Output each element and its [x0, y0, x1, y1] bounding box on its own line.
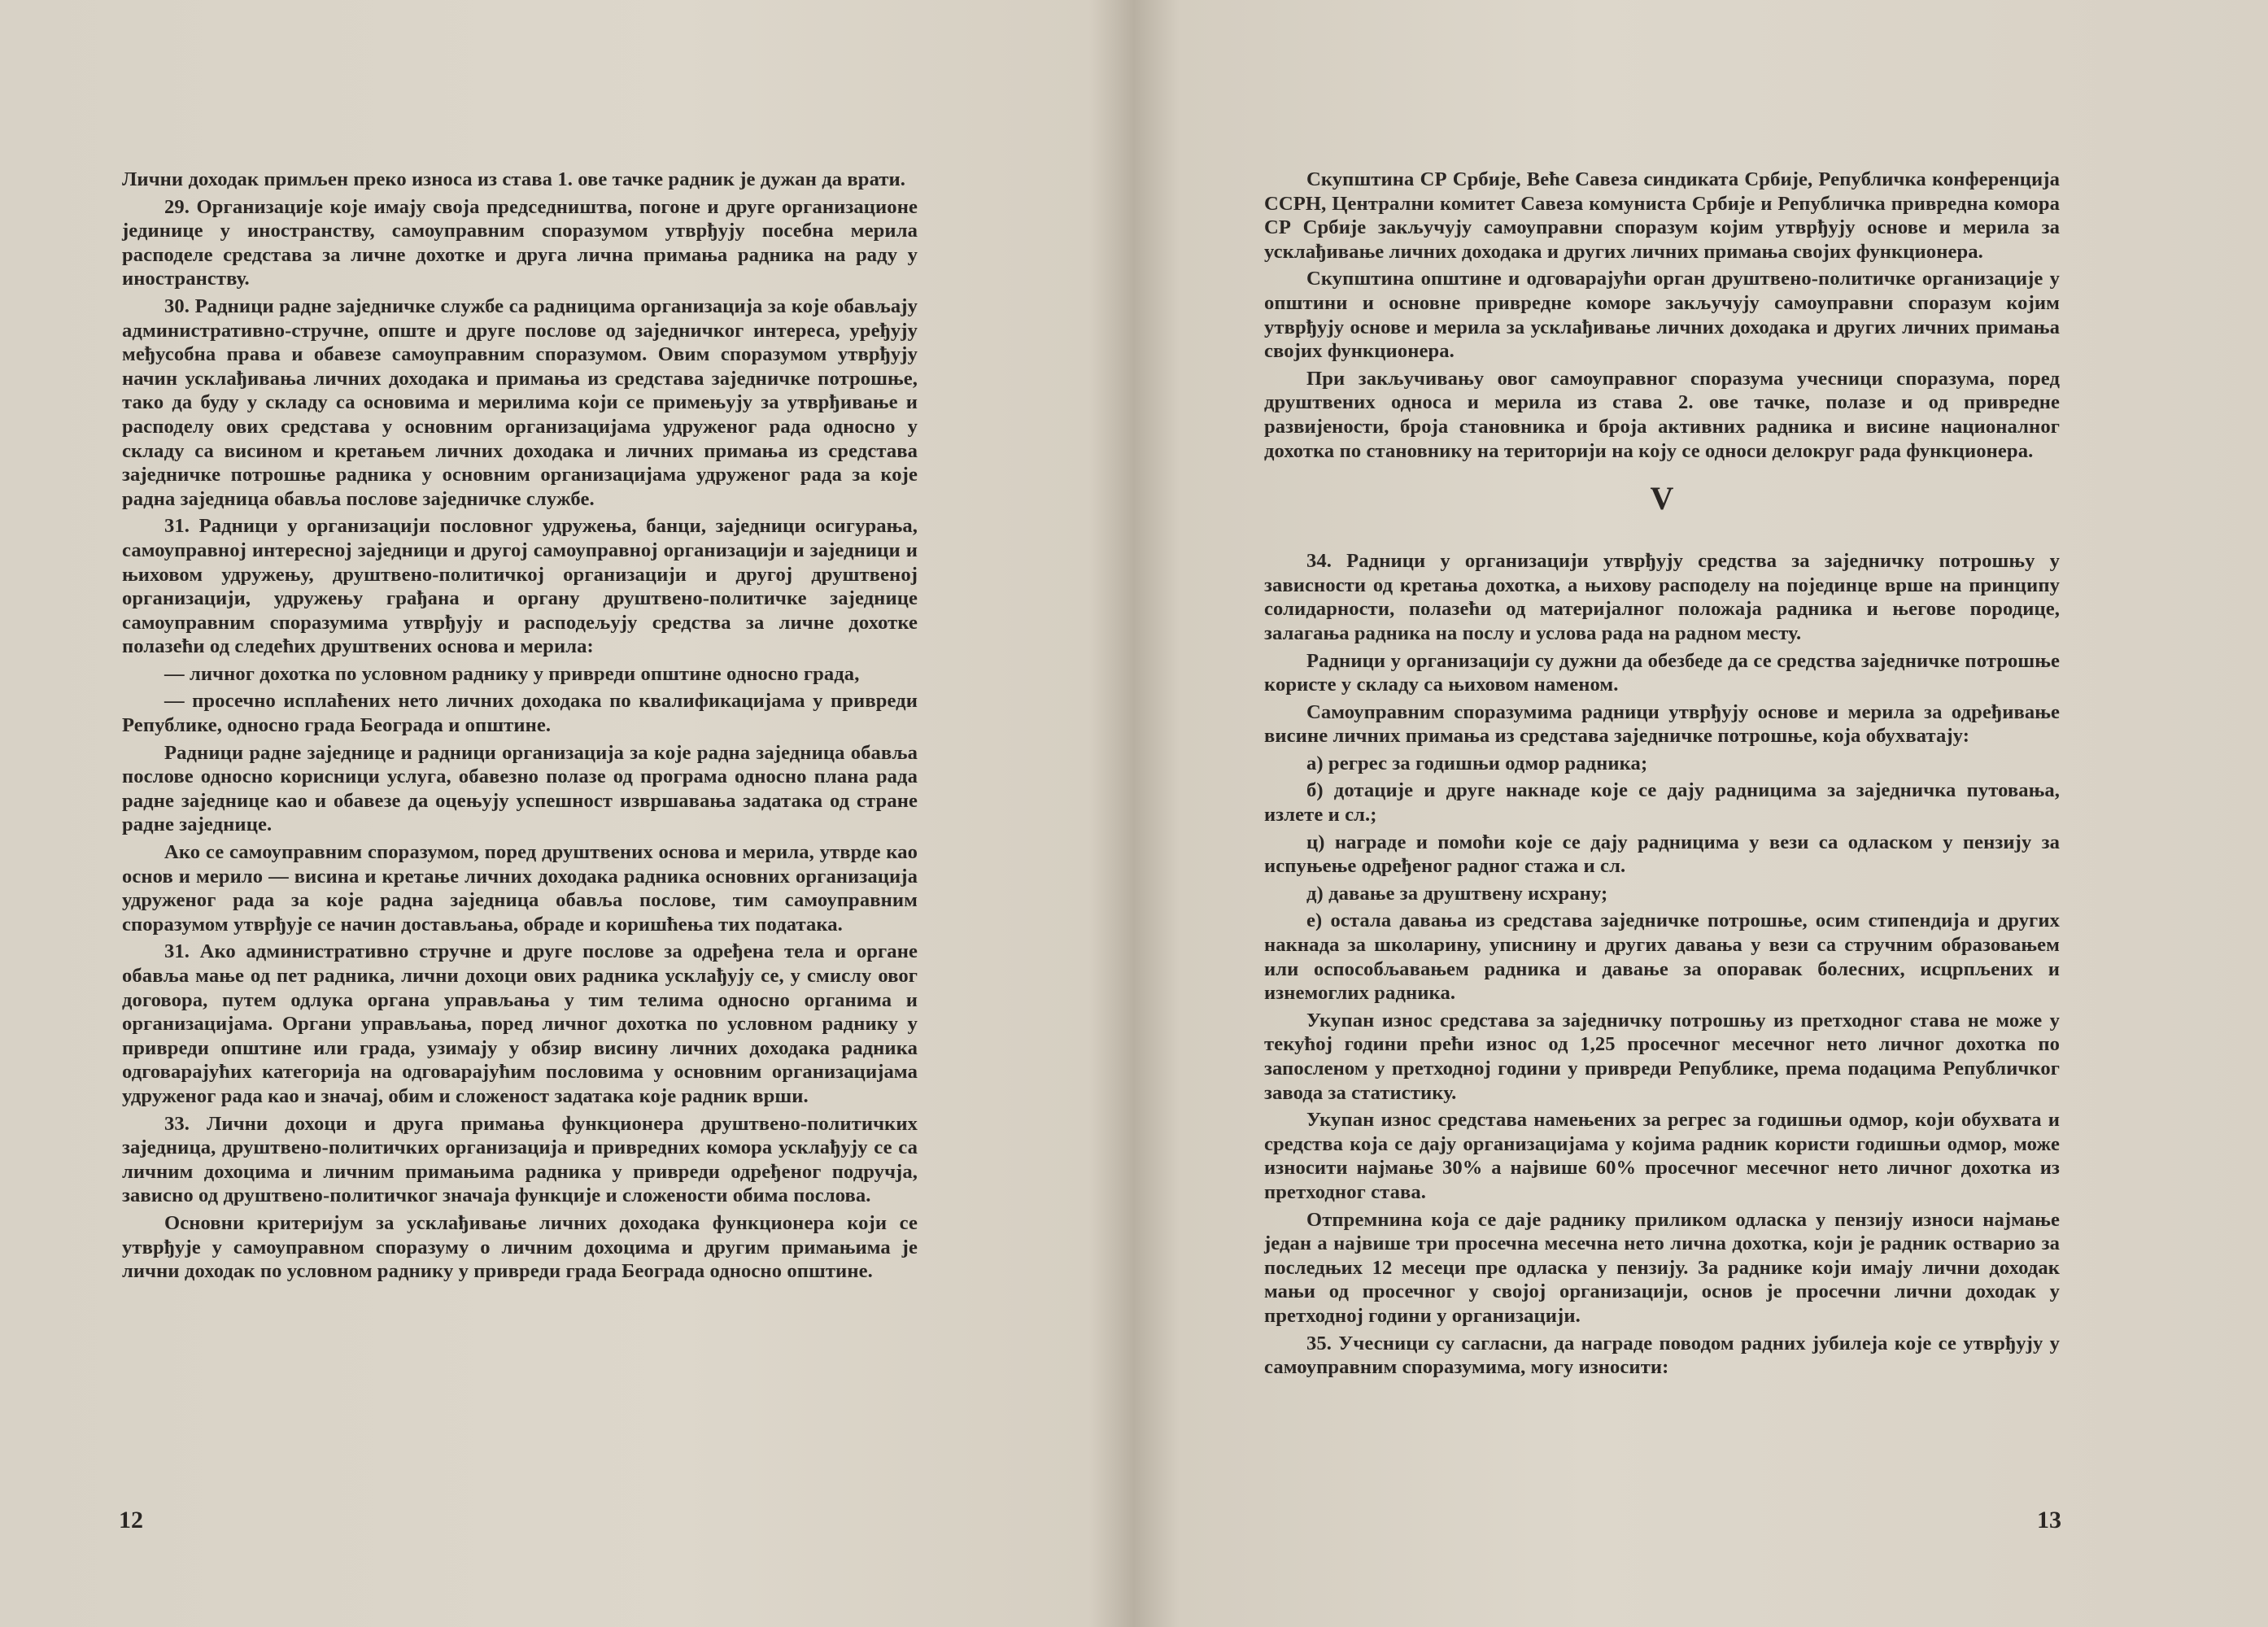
paragraph: Лични доходак примљен преко износа из става 1. ове тачке радник је дужан да врати.	[122, 168, 906, 190]
paragraph: Скупштина општине и одговарајући орган друштвено-политичке организације у општини и основне привредне коморе закључују самоуправни споразум којим утврђују основе и мерила за усклађивање личних доходака и других личних примања својих функционера.	[1264, 268, 2060, 363]
paragraph: Укупан износ средстава за заједничку потрошњу из претходног става не може у текућој години прећи износ од 1,25 просечног месечног нето личног дохотка по запосленом у претходној години у привреди Републике, према подацима Републичког завода за статистику.	[1264, 1009, 2060, 1104]
list-item: а) регрес за годишњи одмор радника;	[1306, 752, 1648, 774]
paragraph: 31. Радници у организацији пословног удружења, банци, заједници осигурања, самоуправној интересној заједници и другој самоуправној организацији и заједници и њиховом удружењу, друштвено-политичкој организацији и другој друштвеној организацији, удружењу грађана и органу друштвено-политичке заједнице самоуправним споразумима утврђују и расподељују средства за личне дохотке полазећи од следећих друштвених основа и мерила:	[122, 515, 918, 658]
paragraph: Отпремнина која се даје раднику приликом одласка у пензију износи најмање један а највише три просечна месечна нето лична дохотка, који је радник остварио за последњих 12 месеци пре одласка у пензију. За раднике који имају лични доходак мањи од просечног у својој организацији, основ је просечни лични доходак у претходној години у организацији.	[1264, 1208, 2060, 1327]
right-page-text	[1264, 168, 2060, 1383]
list-item: е) остала давања из средстава заједничке потрошње, осим стипендија и других накнада за школарину, уписнину и других давања у вези са стручним образовањем или оспособљавањем радника и давање за опоравак болесних, исцрпљених и изнемоглих радника.	[1264, 909, 2060, 1005]
list-item: ц) награде и помоћи које се дају радницима у вези са одласком у пензију за испуњење одређеног радног стажа и сл.	[1264, 831, 2060, 878]
page-number: 13	[2037, 1507, 2061, 1533]
left-page-text	[122, 168, 918, 1287]
paragraph: При закључивању овог самоуправног споразума учесници споразума, поред друштвених односа и мерила из става 2. ове тачке, полазе и од привредне развијености, броја становника и броја активних радника и висине националног дохотка по становнику на територији на коју се односи делокруг рада функционера.	[1264, 367, 2060, 462]
paragraph: Основни критеријум за усклађивање личних доходака функционера који се утврђује у самоуправном споразуму о личним дохоцима и другим примањима је лични доходак по условном раднику у привреди града Београда односно општине.	[122, 1211, 918, 1283]
paragraph: Укупан износ средстава намењених за регрес за годишњи одмор, који обухвата и средства која се дају организацијама у којима радник користи годишњи одмор, може износити најмање 30% а највише 60% просечног месечног нето личног дохотка из претходног става.	[1264, 1109, 2060, 1203]
section-title: V	[1650, 480, 1674, 517]
list-item: — личног дохотка по условном раднику у привреди општине односно града,	[164, 662, 860, 685]
paragraph: Радници у организацији су дужни да обезбеде да се средства заједничке потрошње користе у складу са њиховом наменом.	[1264, 649, 2060, 696]
paragraph: Скупштина СР Србије, Веће Савеза синдиката Србије, Републичка конференција ССРН, Централни комитет Савеза комуниста Србије и Републичка привредна комора СР Србије закључују самоуправни споразум којим утврђују основе и мерила за усклађивање личних доходака и других личних примања својих функционера.	[1264, 168, 2060, 263]
paragraph: 35. Учесници су сагласни, да награде поводом радних јубилеја које се утврђују у самоуправним споразумима, могу износити:	[1264, 1332, 2060, 1379]
paragraph: 31. Ако административно стручне и друге послове за одређена тела и органе обавља мање од пет радника, лични дохоци ових радника усклађују се, у смислу овог договора, путем одлука органа управљања у тим телима односно органима и организацијама. Органи управљања, поред личног дохотка по условном раднику у привреди општине или града, узимају у обзир висину личних доходака радника одговарајућих категорија на одговарајућим пословима у основним организацијама удруженог рада као и значај, обим и сложеност задатака које радник врши.	[122, 940, 918, 1107]
paragraph: 29. Организације које имају своја председништва, погоне и друге организационе јединице у иностранству, самоуправним споразумом утврђују посебна мерила расподеле средстава за личне дохотке и друга лична примања радника на раду у иностранству.	[122, 195, 918, 290]
list-item: б) дотације и друге накнаде које се дају радницима за заједничка путовања, излете и сл.;	[1264, 779, 2060, 827]
paragraph: 33. Лични дохоци и друга примања функционера друштвено-политичких заједница, друштвено-политичких организација и привредних комора усклађују се са личним дохоцима и личним примањима радника у привреди одређеног подручја, зависно од друштвено-политичког значаја функције и сложености обима послова.	[122, 1112, 918, 1207]
page-number: 12	[119, 1507, 143, 1533]
paragraph: 34. Радници у организацији утврђују средства за заједничку потрошњу у зависности од кретања дохотка, а њихову расподелу на појединце врше на принципу солидарности, полазећи од материјалног положаја радника и његове породице, залагања радника на послу и услова рада на радном месту.	[1264, 550, 2060, 644]
paragraph: 30. Радници радне заједничке службе са радницима организација за које обављају административно-стручне, опште и друге послове од заједничког интереса, уређују међусобна права и обавезе самоуправним споразумом. Овим споразумом утврђују начин усклађивања личних доходака и примања из средстава заједничке потрошње, тако да буду у складу са основима и мерилима који се примењују за утврђивање и расподелу ових средстава у основним организацијама удруженог рада односно у складу са висином и кретањем личних доходака и личних примања из средстава заједничке потрошње радника у основним организацијама удруженог рада за које радна заједница обавља послове заједничке службе.	[122, 294, 918, 510]
paragraph: Радници радне заједнице и радници организација за које радна заједница обавља послове односно корисници услуга, обавезно полазе од програма односно плана рада радне заједнице као и обавезе да оцењују успешност извршавања задатака од стране радне заједнице.	[122, 741, 918, 836]
right-page	[1134, 0, 2268, 1627]
paragraph: Самоуправним споразумима радници утврђују основе и мерила за одређивање висине личних примања из средстава заједничке потрошње, која обухватају:	[1264, 700, 2060, 748]
list-item: — просечно исплаћених нето личних доходака по квалификацијама у привреди Републике, односно града Београда и општине.	[122, 690, 918, 737]
paragraph: Ако се самоуправним споразумом, поред друштвених основа и мерила, утврде као основ и мерило — висина и кретање личних доходака радника основних организација удруженог рада за које радна заједница обавља послове, тим самоуправним споразумом утврђује се начин достављања, обраде и коришћења тих података.	[122, 841, 918, 936]
list-item: д) давање за друштвену исхрану;	[1306, 882, 1608, 905]
